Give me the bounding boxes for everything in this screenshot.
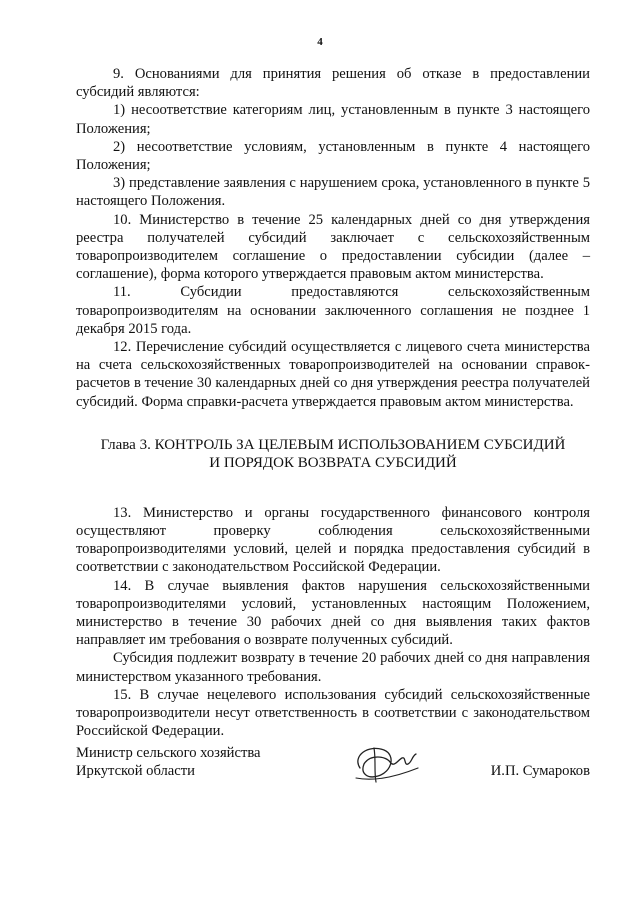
paragraph-9-item-1: 1) несоответствие категориям лиц, установленным в пункте 3 настоящего Положения; [76, 102, 590, 137]
page-number: 4 [317, 36, 323, 48]
paragraph-11: 11. Субсидии предоставляются сельскохозяйственным товаропроизводителям на основании заключенного соглашения не позднее 1 декабря 2015 года. [76, 284, 590, 337]
signatory-title [76, 744, 261, 780]
document-body [76, 65, 590, 741]
paragraph-9: 9. Основаниями для принятия решения об отказе в предоставлении субсидий являются: [76, 66, 590, 101]
chapter-heading-line-2: И ПОРЯДОК ВОЗВРАТА СУБСИДИЙ [209, 455, 457, 472]
paragraph-14-return: Субсидия подлежит возврату в течение 20 рабочих дней со дня направления министерством указанного требования. [76, 650, 590, 685]
paragraph-12: 12. Перечисление субсидий осуществляется с лицевого счета министерства на счета сельскохозяйственных товаропроизводителей на основании справок-расчетов в течение 30 календарных дней со дня утверждения реестра получателей субсидий. Форма справки-расчета утверждается правовым актом министерства. [76, 339, 590, 410]
signatory-name: И.П. Сумароков [490, 763, 590, 779]
signatory-title-line-1: Министр сельского хозяйства [76, 745, 261, 761]
paragraph-9-item-3: 3) представление заявления с нарушением срока, установленного в пункте 5 настоящего Положения. [76, 175, 590, 210]
paragraph-15: 15. В случае нецелевого использования субсидий сельскохозяйственные товаропроизводители несут ответственность в соответствии с законодательством Российской Федерации. [76, 686, 590, 740]
paragraph-9-item-2: 2) несоответствие условиям, установленным в пункте 4 настоящего Положения; [76, 138, 590, 174]
paragraph-14: 14. В случае выявления фактов нарушения сельскохозяйственными товаропроизводителями условий, установленных настоящим Положением, министерство в течение 30 рабочих дней со дня выявления таких фактов направляет им требования о возврате полученных субсидий. [76, 577, 590, 649]
paragraph-13: 13. Министерство и органы государственного финансового контроля осуществляют проверку соблюдения сельскохозяйственными товаропроизводителями условий, целей и порядка предоставления субсидий в соответствии с законодательством Российской Федерации. [76, 504, 590, 576]
chapter-heading-line-1: Глава 3. КОНТРОЛЬ ЗА ЦЕЛЕВЫМ ИСПОЛЬЗОВАНИЕМ СУБСИДИЙ [100, 436, 566, 453]
signature-block [76, 744, 590, 804]
paragraph-10: 10. Министерство в течение 25 календарных дней со дня утверждения реестра получателей субсидий заключает с сельскохозяйственным товаропроизводителем соглашение о предоставлении субсидии (далее – соглашение), форма которого утверждается правовым актом министерства. [76, 211, 590, 283]
handwritten-signature-icon [346, 738, 426, 788]
signatory-title-line-2: Иркутской области [76, 763, 195, 780]
chapter-heading [76, 436, 590, 473]
